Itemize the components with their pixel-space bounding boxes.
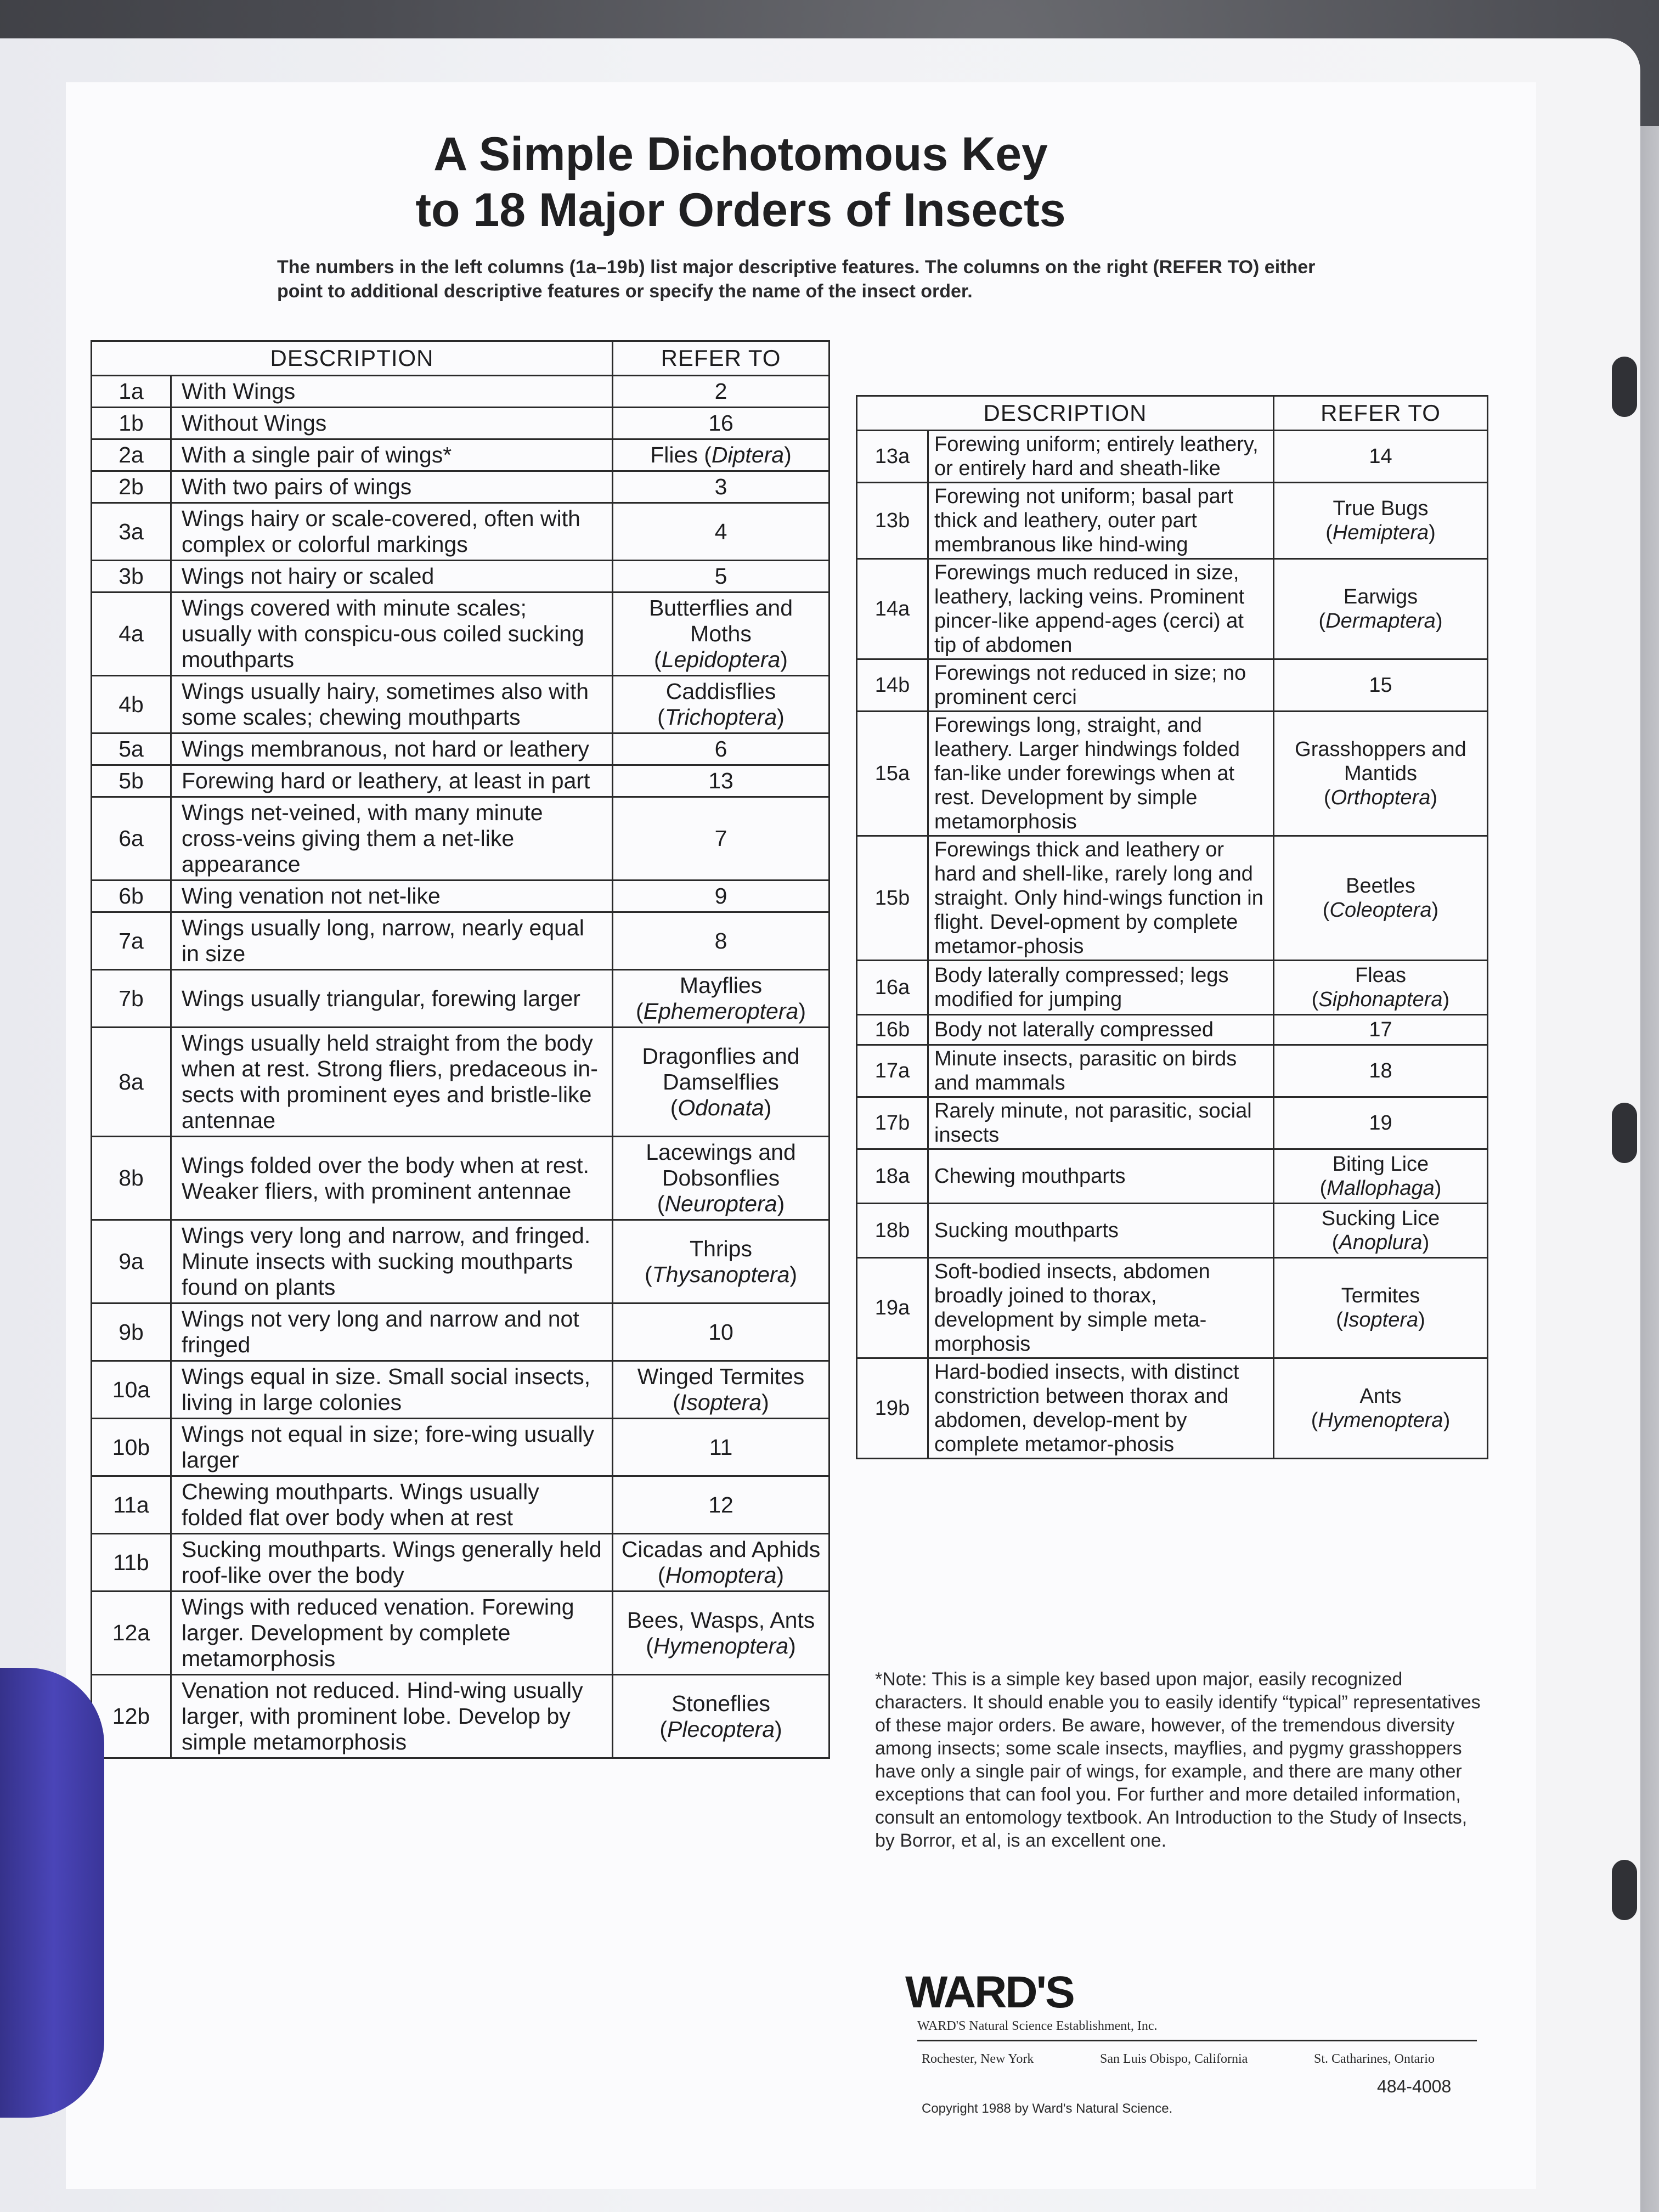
refer-to-cell [613, 881, 830, 912]
couplet-number: 2b [92, 471, 171, 503]
key-row [857, 483, 1488, 559]
key-row [857, 1149, 1488, 1204]
refer-to-cell: Beetles (Coleoptera) [1274, 836, 1488, 961]
header-description: DESCRIPTION [92, 341, 613, 376]
common-name: Caddisflies [665, 679, 776, 704]
key-row [92, 1476, 830, 1534]
binder-hole [1612, 1103, 1637, 1163]
key-row [857, 1097, 1488, 1149]
order-name: Odonata [678, 1094, 764, 1120]
refer-to-number: 19 [1369, 1111, 1392, 1135]
couplet-number: 8a [92, 1028, 171, 1137]
couplet-number: 11a [92, 1476, 171, 1534]
refer-to-cell [613, 1419, 830, 1476]
refer-to-cell: Stoneflies (Plecoptera) [613, 1675, 830, 1758]
refer-to-cell: Thrips (Thysanoptera) [613, 1220, 830, 1304]
key-table-right-body [857, 431, 1488, 1459]
couplet-description: Wings usually hairy, sometimes also with some scales; chewing mouthparts [171, 676, 613, 733]
title-line-1: A Simple Dichotomous Key [433, 128, 1048, 180]
couplet-number: 14a [857, 559, 928, 659]
order-name: Coleoptera [1329, 899, 1432, 922]
refer-to-cell [1274, 1045, 1488, 1097]
key-row [857, 1015, 1488, 1045]
order-name: Siphonaptera [1318, 988, 1443, 1011]
couplet-description: Forewings long, straight, and leathery. Larger hindwings folded fan-like under forewings when at rest. Development by simple metamorphosis [928, 712, 1274, 836]
key-row [92, 881, 830, 912]
order-name: Ephemeroptera [643, 998, 799, 1024]
refer-to-number: 8 [714, 928, 727, 953]
couplet-description: Wings with reduced venation. Forewing larger. Development by complete metamorphosis [171, 1592, 613, 1675]
common-name: Termites [1341, 1284, 1420, 1307]
key-row [92, 471, 830, 503]
key-row [857, 1258, 1488, 1358]
key-row [857, 961, 1488, 1015]
key-row [92, 1675, 830, 1758]
key-row [857, 712, 1488, 836]
key-row [92, 797, 830, 881]
couplet-number: 5a [92, 733, 171, 765]
common-name: Flies [650, 442, 698, 467]
common-name: True Bugs [1333, 497, 1429, 520]
couplet-description: Sucking mouthparts. Wings generally held roof-like over the body [171, 1534, 613, 1592]
couplet-number: 7a [92, 912, 171, 970]
refer-to-number: 14 [1369, 445, 1392, 468]
couplet-description: Forewing hard or leathery, at least in part [171, 765, 613, 797]
order-name: Isoptera [1342, 1308, 1419, 1331]
key-row [92, 408, 830, 439]
common-name: Butterflies and Moths [648, 595, 793, 646]
couplet-number: 1b [92, 408, 171, 439]
couplet-number: 5b [92, 765, 171, 797]
refer-to-number: 3 [714, 474, 727, 499]
key-row [857, 559, 1488, 659]
refer-to-cell: Winged Termites (Isoptera) [613, 1361, 830, 1419]
couplet-description: Wings not hairy or scaled [171, 561, 613, 592]
refer-to-cell [1274, 1015, 1488, 1045]
key-row [92, 439, 830, 471]
key-row [92, 503, 830, 561]
couplet-description: Wings not equal in size; fore-wing usually larger [171, 1419, 613, 1476]
common-name: Earwigs [1343, 585, 1418, 608]
key-row [92, 1592, 830, 1675]
couplet-number: 16b [857, 1015, 928, 1045]
key-row [92, 676, 830, 733]
order-name: Lepidoptera [661, 647, 781, 672]
header-description: DESCRIPTION [857, 396, 1274, 431]
refer-to-cell [613, 797, 830, 881]
order-name: Anoplura [1339, 1231, 1423, 1254]
common-name: Beetles [1346, 874, 1415, 898]
key-table-right [856, 395, 1488, 1459]
refer-to-number: 13 [708, 768, 733, 793]
common-name: Winged Termites [637, 1364, 805, 1389]
refer-to-cell [613, 733, 830, 765]
order-name: Isoptera [680, 1390, 762, 1415]
common-name: Thrips [690, 1235, 752, 1261]
common-name: Ants [1359, 1385, 1402, 1408]
refer-to-number: 5 [714, 563, 727, 589]
refer-to-cell: Termites (Isoptera) [1274, 1258, 1488, 1358]
binder-hole [1612, 1860, 1637, 1920]
couplet-description: Hard-bodied insects, with distinct constriction between thorax and abdomen, develop-ment by complete metamor-phosis [928, 1358, 1274, 1459]
couplet-number: 9b [92, 1304, 171, 1361]
couplet-number: 15a [857, 712, 928, 836]
refer-to-cell: Fleas (Siphonaptera) [1274, 961, 1488, 1015]
common-name: Lacewings and Dobsonflies [646, 1139, 796, 1190]
header-refer-to: REFER TO [613, 341, 830, 376]
refer-to-number: 6 [714, 736, 727, 761]
couplet-description: Wings usually triangular, forewing larger [171, 970, 613, 1028]
common-name: Stoneflies [671, 1690, 771, 1716]
couplet-number: 13b [857, 483, 928, 559]
couplet-number: 3b [92, 561, 171, 592]
common-name: Cicadas and Aphids [621, 1537, 821, 1562]
couplet-description: Wings very long and narrow, and fringed. Minute insects with sucking mouthparts found on plants [171, 1220, 613, 1304]
refer-to-cell: Flies (Diptera) [613, 439, 830, 471]
couplet-description: Wings membranous, not hard or leathery [171, 733, 613, 765]
refer-to-cell: True Bugs (Hemiptera) [1274, 483, 1488, 559]
refer-to-cell [613, 503, 830, 561]
refer-to-cell: Mayflies (Ephemeroptera) [613, 970, 830, 1028]
gloved-thumb [0, 1668, 104, 2118]
binder-hole [1612, 357, 1637, 417]
key-row [857, 1204, 1488, 1258]
order-name: Orthoptera [1330, 786, 1431, 809]
refer-to-cell [1274, 659, 1488, 712]
couplet-description: Without Wings [171, 408, 613, 439]
key-row [92, 765, 830, 797]
couplet-number: 10b [92, 1419, 171, 1476]
key-row [857, 1045, 1488, 1097]
refer-to-cell: Bees, Wasps, Ants (Hymenoptera) [613, 1592, 830, 1675]
key-row [92, 1220, 830, 1304]
page-title [110, 126, 1372, 238]
couplet-number: 3a [92, 503, 171, 561]
couplet-number: 19b [857, 1358, 928, 1459]
refer-to-number: 2 [714, 379, 727, 404]
order-name: Trichoptera [664, 704, 777, 730]
title-line-2: to 18 Major Orders of Insects [415, 184, 1066, 236]
couplet-description: Chewing mouthparts [928, 1149, 1274, 1204]
common-name: Fleas [1355, 964, 1406, 987]
couplet-number: 2a [92, 439, 171, 471]
refer-to-cell: Cicadas and Aphids (Homoptera) [613, 1534, 830, 1592]
order-name: Diptera [711, 442, 785, 467]
common-name: Sucking Lice [1321, 1207, 1440, 1230]
common-name: Biting Lice [1332, 1153, 1429, 1176]
couplet-number: 4a [92, 592, 171, 676]
key-row [92, 733, 830, 765]
couplet-number: 17a [857, 1045, 928, 1097]
couplet-description: Wings covered with minute scales; usually with conspicu-ous coiled sucking mouthparts [171, 592, 613, 676]
key-row [92, 1534, 830, 1592]
couplet-number: 11b [92, 1534, 171, 1592]
refer-to-cell [613, 471, 830, 503]
refer-to-cell [613, 408, 830, 439]
refer-to-cell: Caddisflies (Trichoptera) [613, 676, 830, 733]
refer-to-cell [613, 1304, 830, 1361]
publisher-city-st-catharines: St. Catharines, Ontario [1314, 2052, 1435, 2066]
header-refer-to: REFER TO [1274, 396, 1488, 431]
refer-to-number: 18 [1369, 1059, 1392, 1082]
refer-to-cell [613, 1476, 830, 1534]
refer-to-cell [1274, 431, 1488, 483]
couplet-number: 9a [92, 1220, 171, 1304]
key-row [92, 1304, 830, 1361]
common-name: Mayflies [679, 973, 763, 998]
refer-to-cell [1274, 1097, 1488, 1149]
refer-to-cell [613, 561, 830, 592]
refer-to-cell: Biting Lice (Mallophaga) [1274, 1149, 1488, 1204]
key-row [857, 836, 1488, 961]
couplet-description: Forewings thick and leathery or hard and shell-like, rarely long and straight. Only hind-wings function in flight. Devel-opment by complete metamor-phosis [928, 836, 1274, 961]
footnote: *Note: This is a simple key based upon major, easily recognized characters. It should enable you to easily identify “typical” representatives of these major orders. Be aware, however, of the tremendous diversity among insects; some scale insects, mayflies, and pygmy grasshoppers have only a single pair of wings, for example, and there are many other exceptions that can fool you. For further and more detailed information, consult an entomology textbook. An Introduction to the Study of Insects, by Borror, et al, is an excellent one. [875, 1669, 1481, 1851]
couplet-number: 19a [857, 1258, 928, 1358]
publisher-city-rochester: Rochester, New York [922, 2052, 1034, 2066]
key-row [857, 659, 1488, 712]
couplet-description: Wings usually held straight from the body when at rest. Strong fliers, predaceous in-sects with prominent eyes and bristle-like antennae [171, 1028, 613, 1137]
couplet-description: Chewing mouthparts. Wings usually folded flat over body when at rest [171, 1476, 613, 1534]
refer-to-number: 16 [708, 410, 733, 436]
couplet-number: 18a [857, 1149, 928, 1204]
couplet-description: Wings folded over the body when at rest. Weaker fliers, with prominent antennae [171, 1137, 613, 1220]
couplet-description: Wings usually long, narrow, nearly equal in size [171, 912, 613, 970]
couplet-description: Wings equal in size. Small social insects, living in large colonies [171, 1361, 613, 1419]
couplet-description: Rarely minute, not parasitic, social insects [928, 1097, 1274, 1149]
copyright-text: Copyright 1988 by Ward's Natural Science. [922, 2101, 1173, 2116]
couplet-number: 15b [857, 836, 928, 961]
refer-to-number: 7 [714, 826, 727, 851]
couplet-description: Soft-bodied insects, abdomen broadly joined to thorax, development by simple meta-morphosis [928, 1258, 1274, 1358]
refer-to-number: 17 [1369, 1018, 1392, 1041]
couplet-description: Body not laterally compressed [928, 1015, 1274, 1045]
refer-to-cell: Dragonflies and Damselflies (Odonata) [613, 1028, 830, 1137]
refer-to-cell: Butterflies and Moths (Lepidoptera) [613, 592, 830, 676]
couplet-description: With Wings [171, 376, 613, 408]
couplet-description: Venation not reduced. Hind-wing usually larger, with prominent lobe. Develop by simple metamorphosis [171, 1675, 613, 1758]
refer-to-cell: Ants (Hymenoptera) [1274, 1358, 1488, 1459]
common-name: Grasshoppers and Mantids [1295, 738, 1466, 785]
refer-to-cell [613, 376, 830, 408]
key-row [857, 1358, 1488, 1459]
couplet-number: 10a [92, 1361, 171, 1419]
refer-to-cell [613, 765, 830, 797]
couplet-number: 18b [857, 1204, 928, 1258]
order-name: Hymenoptera [1318, 1409, 1443, 1432]
order-name: Hemiptera [1332, 521, 1429, 544]
couplet-description: With a single pair of wings* [171, 439, 613, 471]
couplet-number: 7b [92, 970, 171, 1028]
couplet-description: Wing venation not net-like [171, 881, 613, 912]
couplet-number: 12a [92, 1592, 171, 1675]
couplet-description: Sucking mouthparts [928, 1204, 1274, 1258]
refer-to-cell: Sucking Lice (Anoplura) [1274, 1204, 1488, 1258]
refer-to-number: 11 [709, 1434, 733, 1460]
refer-to-number: 4 [714, 518, 727, 544]
order-name: Dermaptera [1325, 610, 1436, 633]
key-table-left [91, 340, 830, 1759]
refer-to-cell: Grasshoppers and Mantids (Orthoptera) [1274, 712, 1488, 836]
couplet-description: Forewing uniform; entirely leathery, or entirely hard and sheath-like [928, 431, 1274, 483]
couplet-number: 6b [92, 881, 171, 912]
order-name: Hymenoptera [653, 1633, 789, 1658]
publisher-city-san-luis-obispo: San Luis Obispo, California [1100, 2052, 1248, 2066]
key-row [92, 970, 830, 1028]
key-row [92, 1361, 830, 1419]
key-row [92, 592, 830, 676]
order-name: Thysanoptera [652, 1261, 790, 1287]
publisher-name: WARD'S Natural Science Establishment, Inc. [917, 2019, 1158, 2033]
order-name: Neuroptera [664, 1191, 777, 1216]
couplet-description: Minute insects, parasitic on birds and mammals [928, 1045, 1274, 1097]
couplet-description: Wings hairy or scale-covered, often with complex or colorful markings [171, 503, 613, 561]
key-row [92, 1419, 830, 1476]
refer-to-cell: Earwigs (Dermaptera) [1274, 559, 1488, 659]
refer-to-number: 15 [1369, 674, 1392, 697]
order-name: Mallophaga [1327, 1177, 1435, 1200]
couplet-description: Wings net-veined, with many minute cross-veins giving them a net-like appearance [171, 797, 613, 881]
common-name: Dragonflies and Damselflies [642, 1043, 800, 1094]
couplet-description: Forewing not uniform; basal part thick and leathery, outer part membranous like hind-wing [928, 483, 1274, 559]
couplet-number: 4b [92, 676, 171, 733]
key-row [92, 1137, 830, 1220]
couplet-number: 1a [92, 376, 171, 408]
couplet-description: Forewings much reduced in size, leathery, lacking veins. Prominent pincer-like append-ages (cerci) at tip of abdomen [928, 559, 1274, 659]
order-name: Homoptera [665, 1562, 777, 1588]
key-row [92, 912, 830, 970]
order-name: Plecoptera [667, 1716, 775, 1742]
intro-text: The numbers in the left columns (1a–19b) list major descriptive features. The columns on the right (REFER TO) either point to additional descriptive features or specify the name of the insect order. [277, 257, 1316, 302]
catalog-number: 484-4008 [1377, 2076, 1452, 2096]
couplet-number: 17b [857, 1097, 928, 1149]
couplet-number: 12b [92, 1675, 171, 1758]
refer-to-number: 10 [708, 1319, 733, 1345]
couplet-number: 16a [857, 961, 928, 1015]
couplet-description: Forewings not reduced in size; no prominent cerci [928, 659, 1274, 712]
refer-to-number: 12 [708, 1492, 733, 1517]
couplet-number: 6a [92, 797, 171, 881]
common-name: Bees, Wasps, Ants [627, 1607, 815, 1633]
key-row [92, 1028, 830, 1137]
publisher-divider [917, 2040, 1477, 2041]
refer-to-cell: Lacewings and Dobsonflies (Neuroptera) [613, 1137, 830, 1220]
refer-to-cell [613, 912, 830, 970]
key-row [857, 431, 1488, 483]
wards-logo: WARD'S [905, 1967, 1074, 2017]
couplet-description: Body laterally compressed; legs modified for jumping [928, 961, 1274, 1015]
couplet-description: Wings not very long and narrow and not fringed [171, 1304, 613, 1361]
key-row [92, 561, 830, 592]
couplet-number: 8b [92, 1137, 171, 1220]
couplet-description: With two pairs of wings [171, 471, 613, 503]
couplet-number: 14b [857, 659, 928, 712]
key-table-left-body [92, 376, 830, 1758]
refer-to-number: 9 [714, 883, 727, 909]
key-row [92, 376, 830, 408]
couplet-number: 13a [857, 431, 928, 483]
